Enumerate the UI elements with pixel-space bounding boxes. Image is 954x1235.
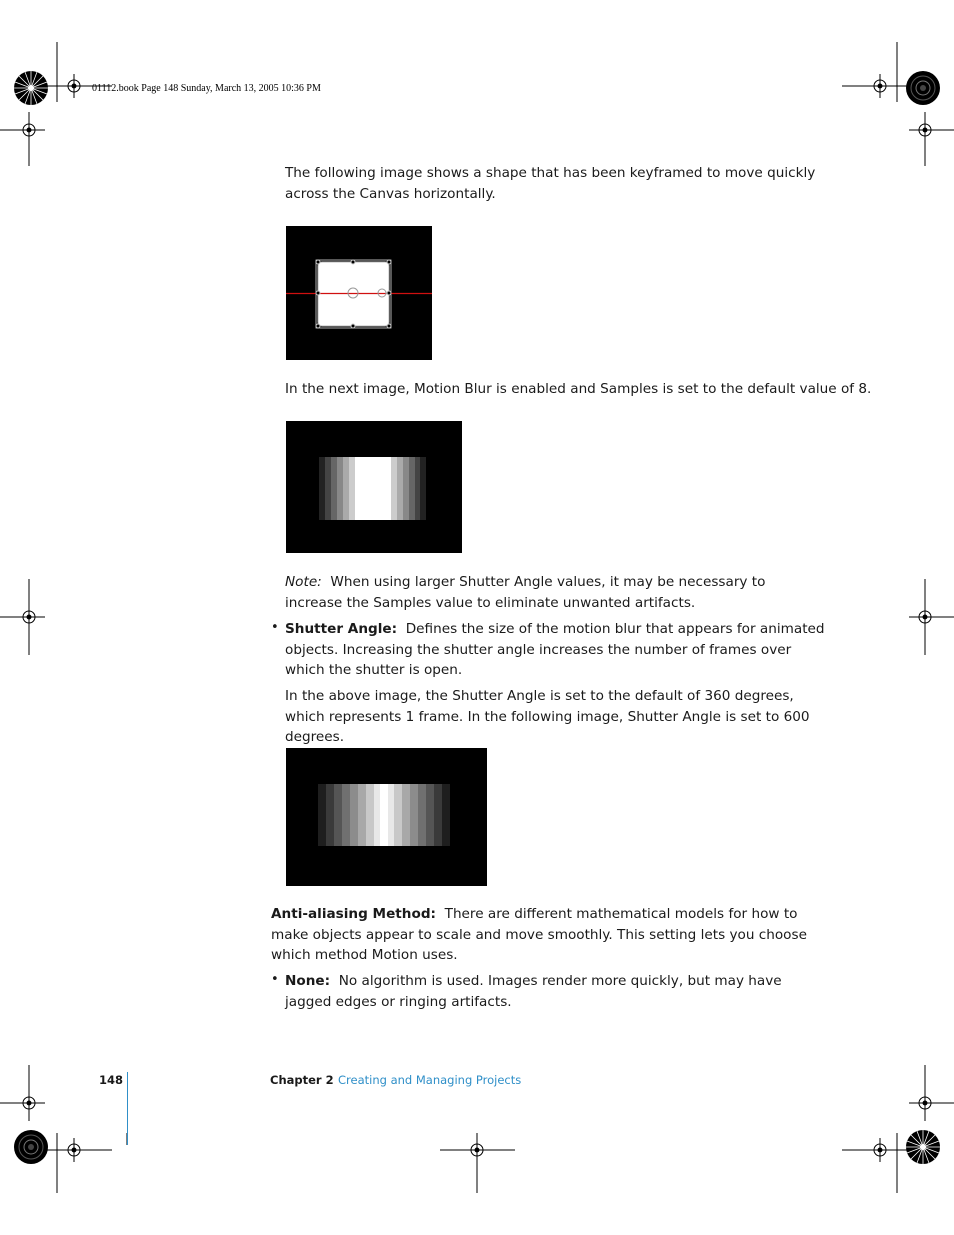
shutter-angle-paragraph [285,619,830,681]
blurred-shape [319,457,426,520]
none-paragraph [285,971,815,1012]
anti-aliasing-text: There are different mathematical models for how to make objects appear to scale and move smoothly. This setting lets you choose which method Motion uses. [271,906,807,963]
intro-paragraph: The following image shows a shape that has been keyframed to move quickly across the Canvas horizontally. [285,165,816,202]
print-slug: 01112.book Page 148 Sunday, March 13, 2005 10:36 PM [92,83,321,94]
anti-aliasing-label: Anti-aliasing Method: [271,906,436,922]
note-text: When using larger Shutter Angle values, it may be necessary to increase the Samples value to eliminate unwanted artifacts. [285,574,766,611]
chapter-title-link[interactable]: Creating and Managing Projects [338,1073,522,1087]
figure-keyframed-shape [286,226,432,360]
keyframed-shape-illustration [286,226,432,360]
bullet-shutter-angle: • [271,620,279,635]
figure-motion-blur-default [286,421,462,553]
page-number: 148 [99,1073,124,1087]
shutter-followup-paragraph: In the above image, the Shutter Angle is set to the default of 360 degrees, which represents 1 frame. In the following image, Shutter Angle is set to 600 degrees. [285,688,810,745]
figure-motion-blur-600 [286,748,487,886]
motion-blur-paragraph: In the next image, Motion Blur is enabled and Samples is set to the default value of 8. [285,381,872,397]
bullet-none: • [271,972,279,987]
note-label: Note: [285,574,322,590]
none-label: None: [285,973,331,989]
note-paragraph [285,572,825,613]
shutter-angle-label: Shutter Angle: [285,621,398,637]
shutter-angle-text: Defines the size of the motion blur that appears for animated objects. Increasing the shutter angle increases the number of frames over which the shutter is open. [285,621,825,678]
blurred-shape-long [318,784,450,846]
footer-divider [127,1072,128,1145]
none-text: No algorithm is used. Images render more quickly, but may have jagged edges or ringing artifacts. [285,973,782,1010]
anti-aliasing-paragraph [271,904,831,966]
chapter-label: Chapter 2 [270,1073,334,1087]
